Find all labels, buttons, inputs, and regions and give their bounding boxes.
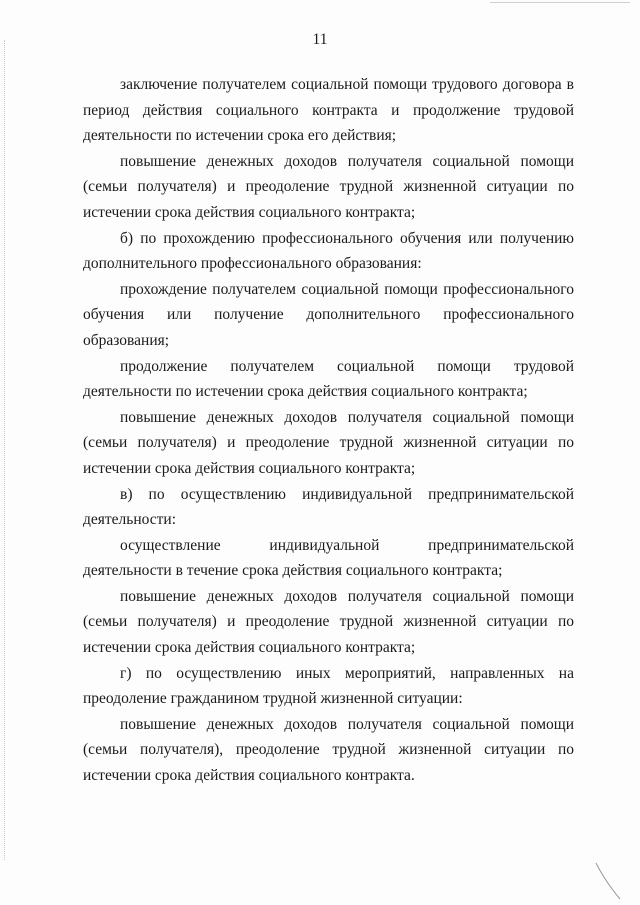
page-number: 11 [312,31,328,48]
paragraph: б) по прохождению профессионального обучения или получению дополнительного профессионального образования: [83,229,574,273]
binding-edge-marks [4,40,5,860]
paragraph: повышение денежных доходов получателя социальной помощи (семьи получателя) и преодоление трудной жизненной ситуации по истечении срока действия социального контракта; [83,408,574,477]
scan-edge-line [490,2,630,3]
paragraph: повышение денежных доходов получателя социальной помощи (семьи получателя), преодоление трудной жизненной ситуации по истечении срока действия социального контракта. [83,715,574,785]
paragraph: продолжение получателем социальной помощи трудовой деятельности по истечении срока действия социального контракта; [83,357,574,401]
paragraph: осуществление индивидуальной предпринимательской деятельности в течение срока действия социального контракта; [83,536,574,580]
paragraph: прохождение получателем социальной помощи профессионального обучения или получение дополнительного профессионального образования; [83,280,574,349]
body-text [83,72,574,789]
paragraph: г) по осуществлению иных мероприятий, направленных на преодоление гражданином трудной жизненной ситуации: [83,664,574,708]
pen-mark-icon [594,861,624,901]
paragraph: заключение получателем социальной помощи трудового договора в период действия социального контракта и продолжение трудовой деятельности по истечении срока его действия; [83,76,574,145]
paragraph: повышение денежных доходов получателя социальной помощи (семьи получателя) и преодоление трудной жизненной ситуации по истечении срока действия социального контракта; [83,587,574,657]
paragraph: повышение денежных доходов получателя социальной помощи (семьи получателя) и преодоление трудной жизненной ситуации по истечении срока действия социального контракта; [83,152,574,221]
paragraph: в) по осуществлению индивидуальной предпринимательской деятельности: [83,485,574,529]
